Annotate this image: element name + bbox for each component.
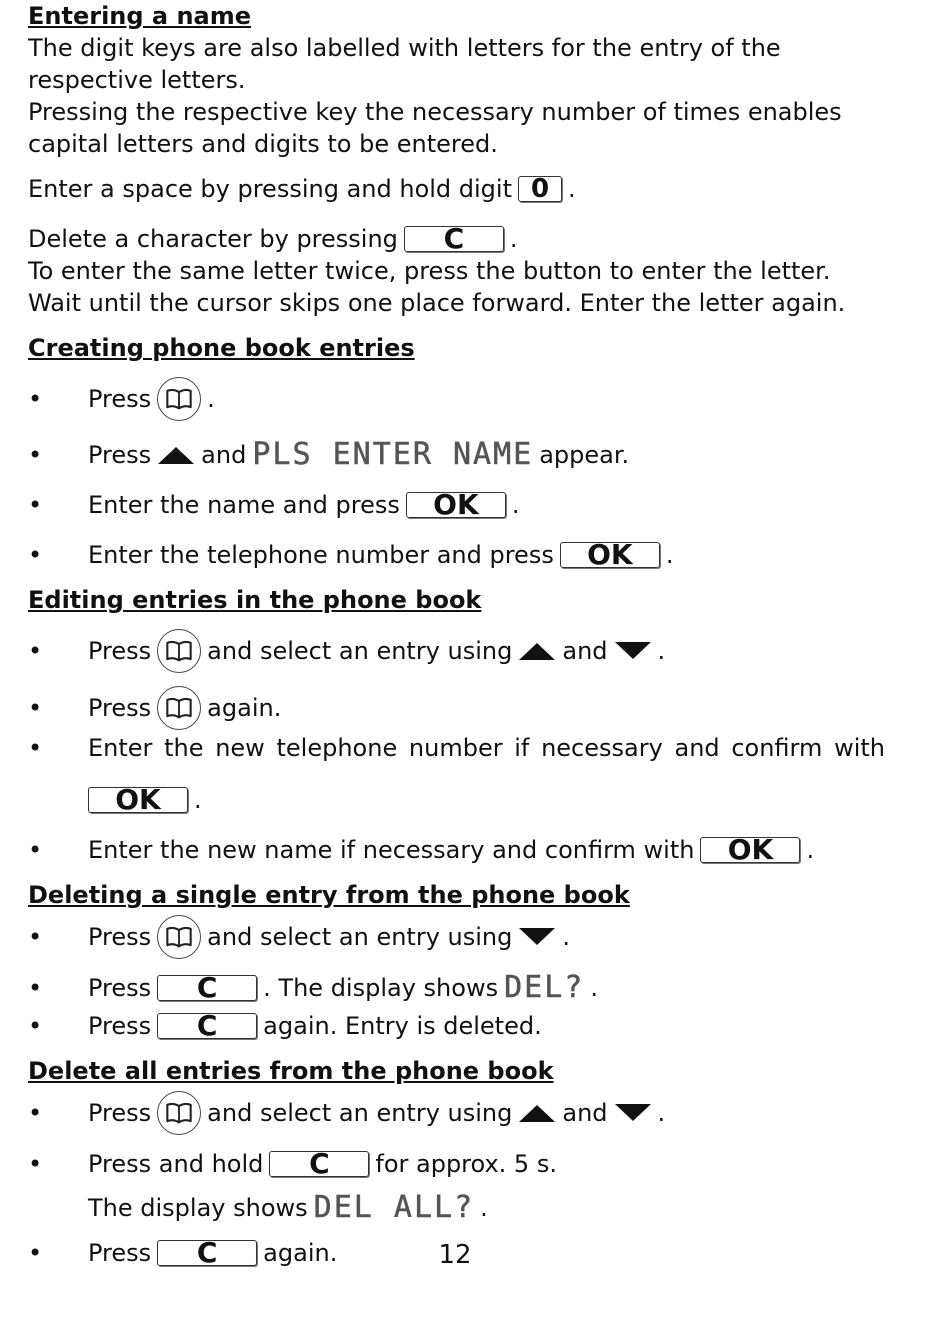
key-clear: C: [157, 1013, 257, 1039]
heading-deleting-single: Deleting a single entry from the phone book: [28, 881, 630, 909]
bullet-delete-all-again: • Press C again.: [28, 1236, 338, 1269]
bullet-edit-name: • Enter the new name if necessary and confirm with OK .: [28, 833, 815, 866]
paragraph-digit-keys: The digit keys are also labelled with letters for the entry of the respective letters.: [28, 34, 781, 94]
key-zero: 0: [518, 176, 562, 202]
bullet-press-book: • Press .: [28, 377, 888, 421]
bullet-delete-all-select: • Press and select an entry using and .: [28, 1091, 888, 1135]
down-arrow-icon: [614, 1103, 652, 1123]
line-display-del-all: The display shows DEL ALL? .: [88, 1190, 488, 1225]
lcd-text-del-all: DEL ALL?: [313, 1190, 475, 1225]
up-arrow-icon: [518, 1103, 556, 1123]
bullet-enter-name: • Enter the name and press OK .: [28, 488, 520, 521]
key-ok: OK: [88, 787, 188, 813]
text-space: Enter a space by pressing and hold digit: [28, 175, 512, 203]
manual-page: Entering a name The digit keys are also labelled with letters for the entry of the respective letters. Pressing the respective key the necessary number of times enables capital letters and digits to be entered. Enter a space by pressing and hold digit 0 . Delete a character by pressing C . To enter the same letter twice, press the button to enter the letter. Wait until the cursor skips one place forward. Enter the letter again. Creating phone book entries • Press . • Press and PLS ENTER NAME appear. • Enter the name and press OK . • Enter the telephone number and press OK . Editing entries in the phone book • Press and select an entry using and . • Press again. • Enter the new telephone number if necessary and confirm with OK . • Enter the new name if necessary and confirm with OK . Deleting a single entry from the phone book • Press and select an entry using . • Press C . The display shows DEL? . • Press C again. Entry is deleted. Delete all entries from the phone book • Press and select an entry using and . • Press and hold C for approx. 5 s. The display shows DEL ALL? . • Press C again.: [28, 0, 888, 1269]
key-clear: C: [157, 1240, 257, 1266]
paragraph-wait-cursor: Wait until the cursor skips one place forward. Enter the letter again.: [28, 289, 846, 317]
up-arrow-icon: [157, 445, 195, 465]
bullet-edit-select: • Press and select an entry using and .: [28, 629, 888, 673]
bullet-delete-select: • Press and select an entry using .: [28, 915, 888, 959]
heading-creating-entries: Creating phone book entries: [28, 334, 415, 362]
key-ok: OK: [700, 837, 800, 863]
line-delete-character: Delete a character by pressing C .: [28, 222, 518, 255]
key-clear: C: [157, 975, 257, 1001]
bullet-delete-all-hold: • Press and hold C for approx. 5 s.: [28, 1147, 557, 1180]
heading-editing-entries: Editing entries in the phone book: [28, 586, 482, 614]
page-number: 12: [438, 1240, 472, 1270]
bullet-delete-again: • Press C again. Entry is deleted.: [28, 1009, 542, 1042]
paragraph-pressing-key: Pressing the respective key the necessary number of times enables capital letters and digits to be entered.: [28, 98, 842, 158]
phonebook-icon: [157, 629, 201, 673]
phonebook-icon: [157, 1091, 201, 1135]
key-ok: OK: [560, 542, 660, 568]
heading-entering-name: Entering a name: [28, 2, 252, 30]
phonebook-icon: [157, 377, 201, 421]
line-enter-space: Enter a space by pressing and hold digit 0 .: [28, 174, 576, 204]
down-arrow-icon: [518, 927, 556, 947]
paragraph-same-letter: To enter the same letter twice, press the button to enter the letter.: [28, 257, 831, 285]
heading-delete-all: Delete all entries from the phone book: [28, 1057, 554, 1085]
text-delete: Delete a character by pressing: [28, 225, 398, 253]
key-clear: C: [404, 226, 504, 252]
key-ok: OK: [406, 492, 506, 518]
phonebook-icon: [157, 915, 201, 959]
up-arrow-icon: [518, 641, 556, 661]
lcd-text-del: DEL?: [504, 970, 585, 1005]
phonebook-icon: [157, 686, 201, 730]
bullet-delete-press-c: • Press C . The display shows DEL? .: [28, 970, 598, 1005]
key-clear: C: [269, 1151, 369, 1177]
bullet-enter-number: • Enter the telephone number and press OK .: [28, 538, 674, 571]
bullet-edit-again: • Press again.: [28, 686, 888, 730]
down-arrow-icon: [614, 641, 652, 661]
bullet-press-up: • Press and PLS ENTER NAME appear.: [28, 437, 630, 472]
bullet-edit-number: • Enter the new telephone number if necessary and confirm with: [28, 734, 885, 762]
lcd-text-pls-enter-name: PLS ENTER NAME: [252, 437, 534, 472]
